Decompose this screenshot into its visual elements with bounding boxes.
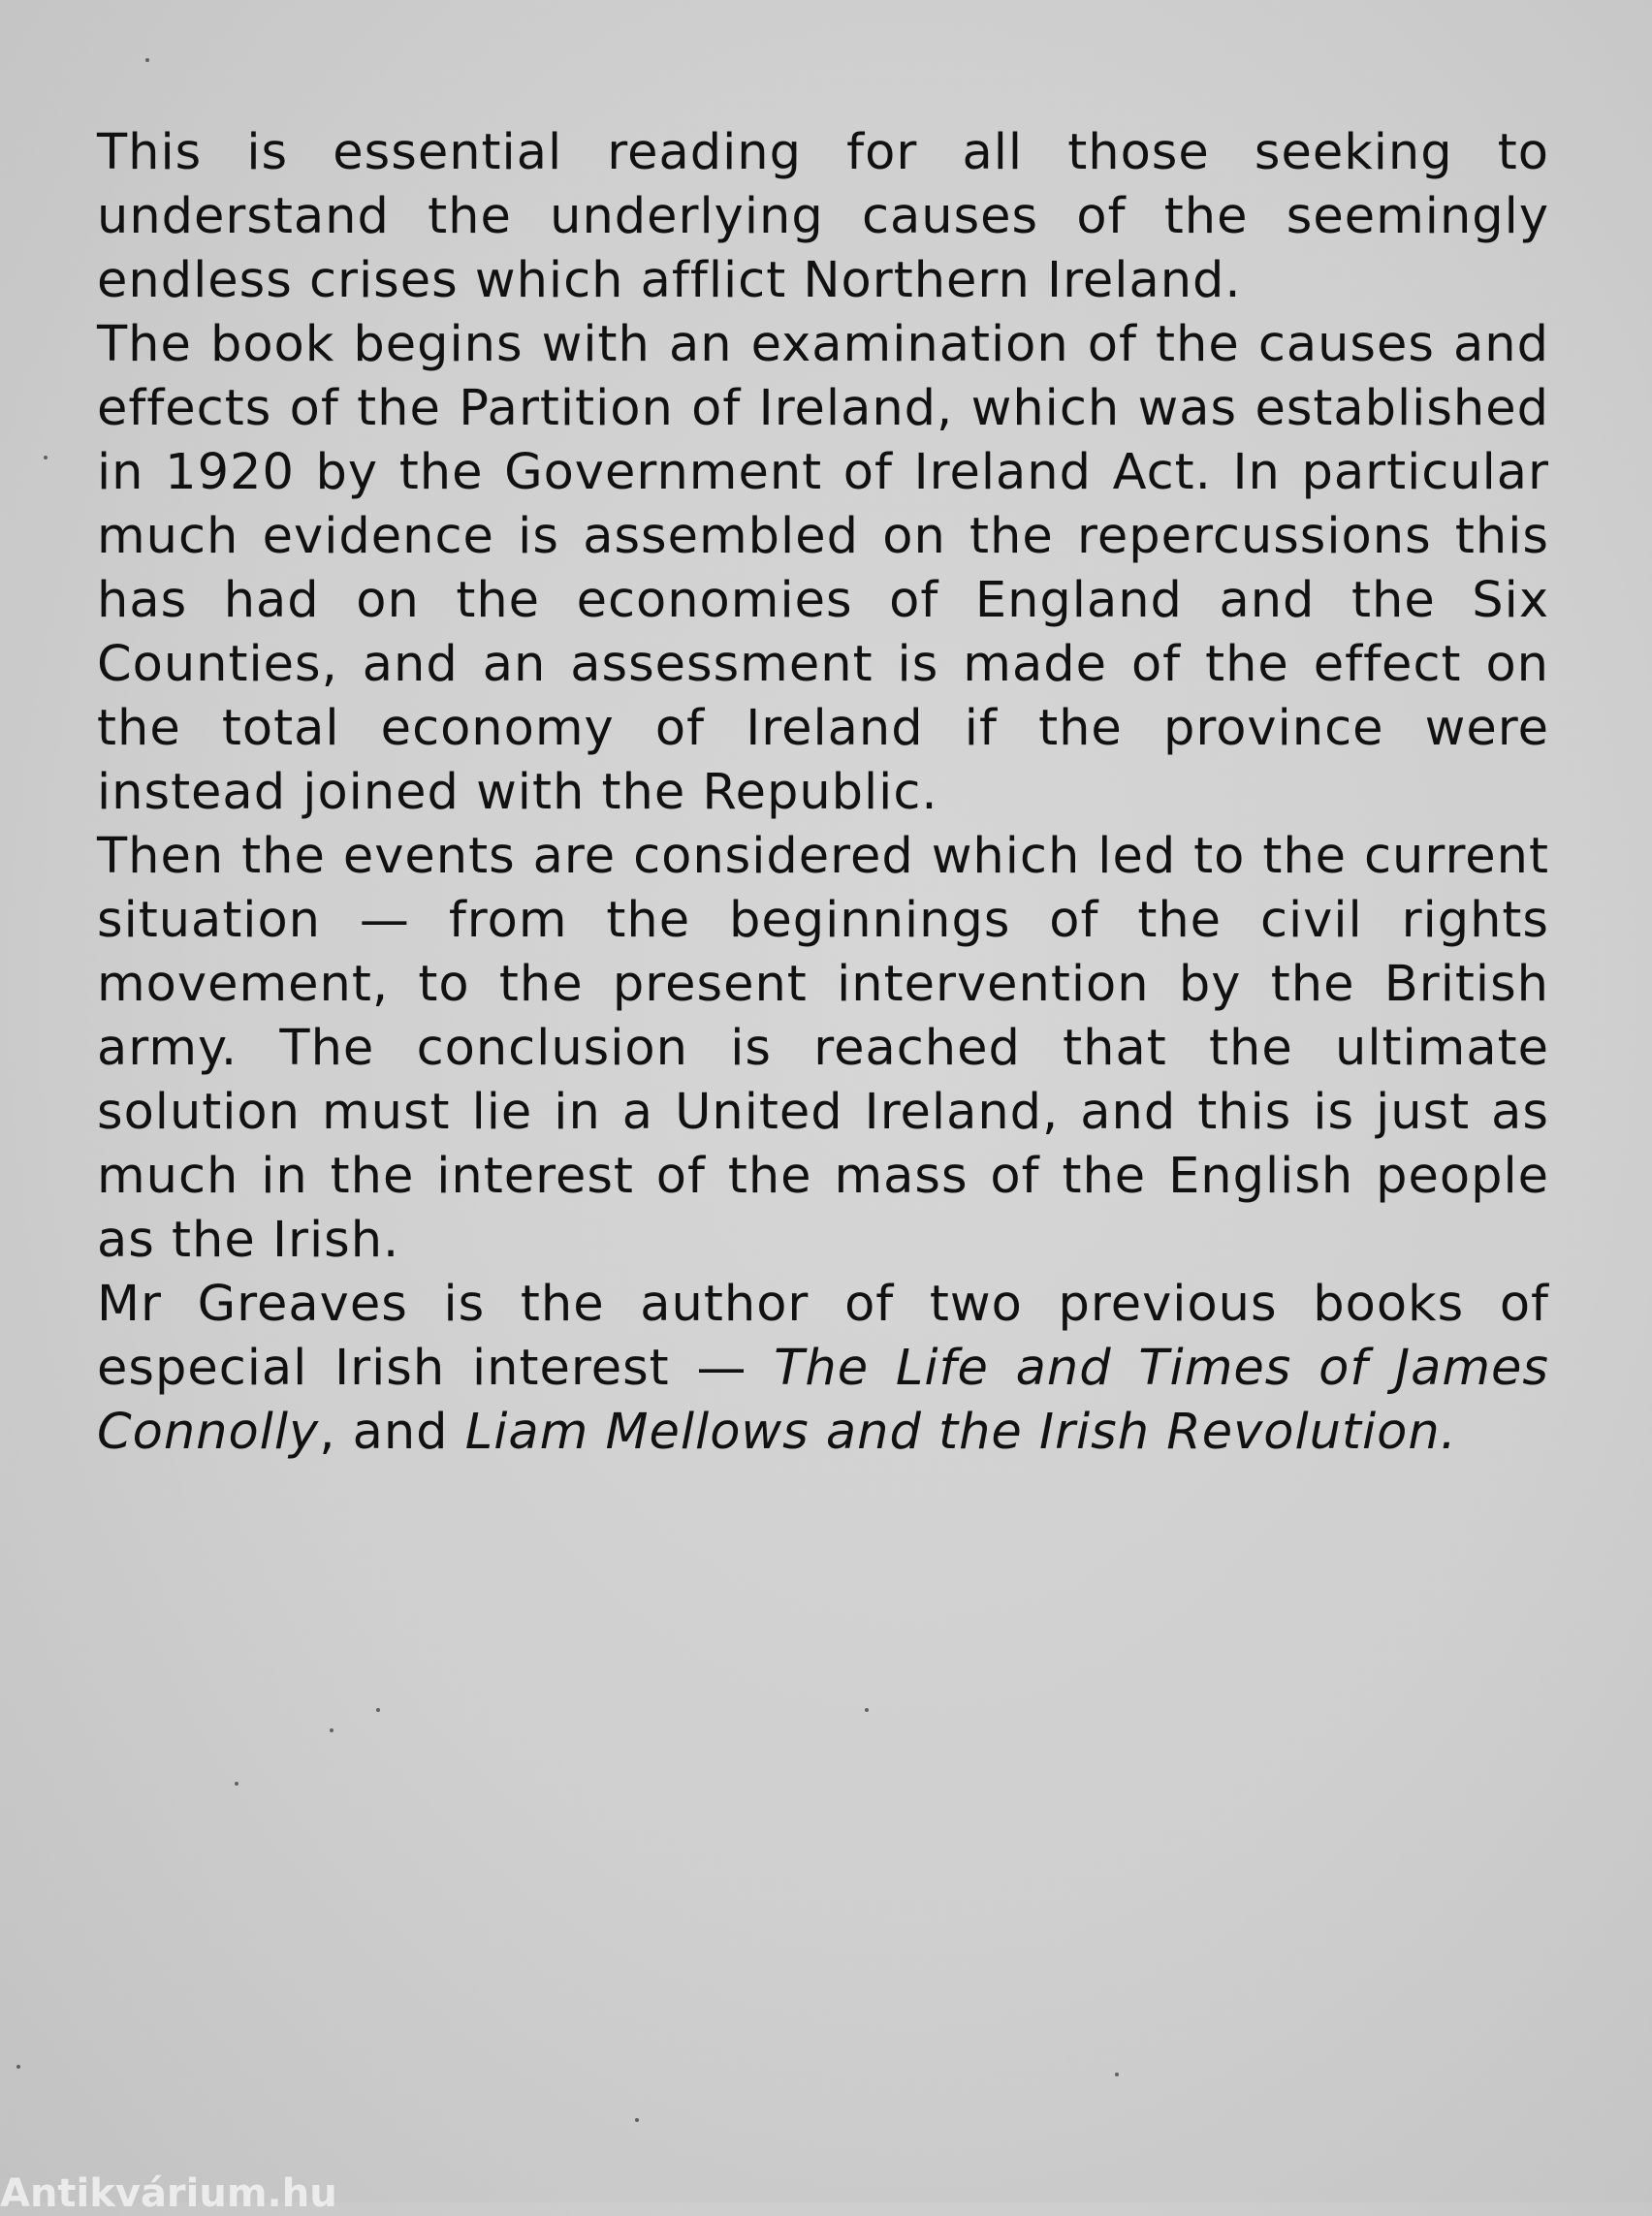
blurb-paragraph-author	[97, 1273, 1549, 1465]
paper-speck	[44, 456, 48, 459]
paper-speck	[865, 1708, 869, 1712]
paper-speck	[145, 58, 149, 62]
watermark-text: Antikvárium.hu	[0, 2171, 337, 2216]
cover-blurb	[97, 121, 1549, 1465]
book-title-connolly: The Life and Times of James Connolly	[97, 1340, 1550, 1461]
paper-speck	[330, 1728, 334, 1732]
book-title-mellows: Liam Mellows and the Irish Revolution.	[464, 1404, 1457, 1461]
blurb-paragraph-intro: This is essential reading for all those seeking to understand the underlying causes of the seemingly endless crises which afflict Northern Ireland.	[97, 124, 1549, 309]
paper-speck	[235, 1782, 238, 1786]
paper-speck	[16, 2065, 20, 2069]
paper-speck	[1115, 2073, 1119, 2076]
blurb-paragraph-partition: The book begins with an examination of the causes and effects of the Partition of Ireland, which was established in 1920 by the Government of Ireland Act. In particular much evidence is assembled on the repercussions this has had on the economies of England and the Six Counties, and an assessment is made of the effect on the total economy of Ireland if the province were instead joined with the Republic.	[97, 316, 1549, 821]
blurb-paragraph-events: Then the events are considered which led to the current situation — from the beginnings of the civil rights movement, to the present intervention by the British army. The conclusion is reached that the ultimate solution must lie in a United Ireland, and this is just as much in the interest of the mass of the English people as the Irish.	[97, 828, 1549, 1269]
paper-speck	[376, 1708, 380, 1712]
author-joiner-text: , and	[319, 1404, 465, 1461]
author-lead-text: Mr Greaves is the author of two previous books of especial Irish interest —	[97, 1276, 1549, 1397]
paper-speck	[635, 2118, 639, 2122]
